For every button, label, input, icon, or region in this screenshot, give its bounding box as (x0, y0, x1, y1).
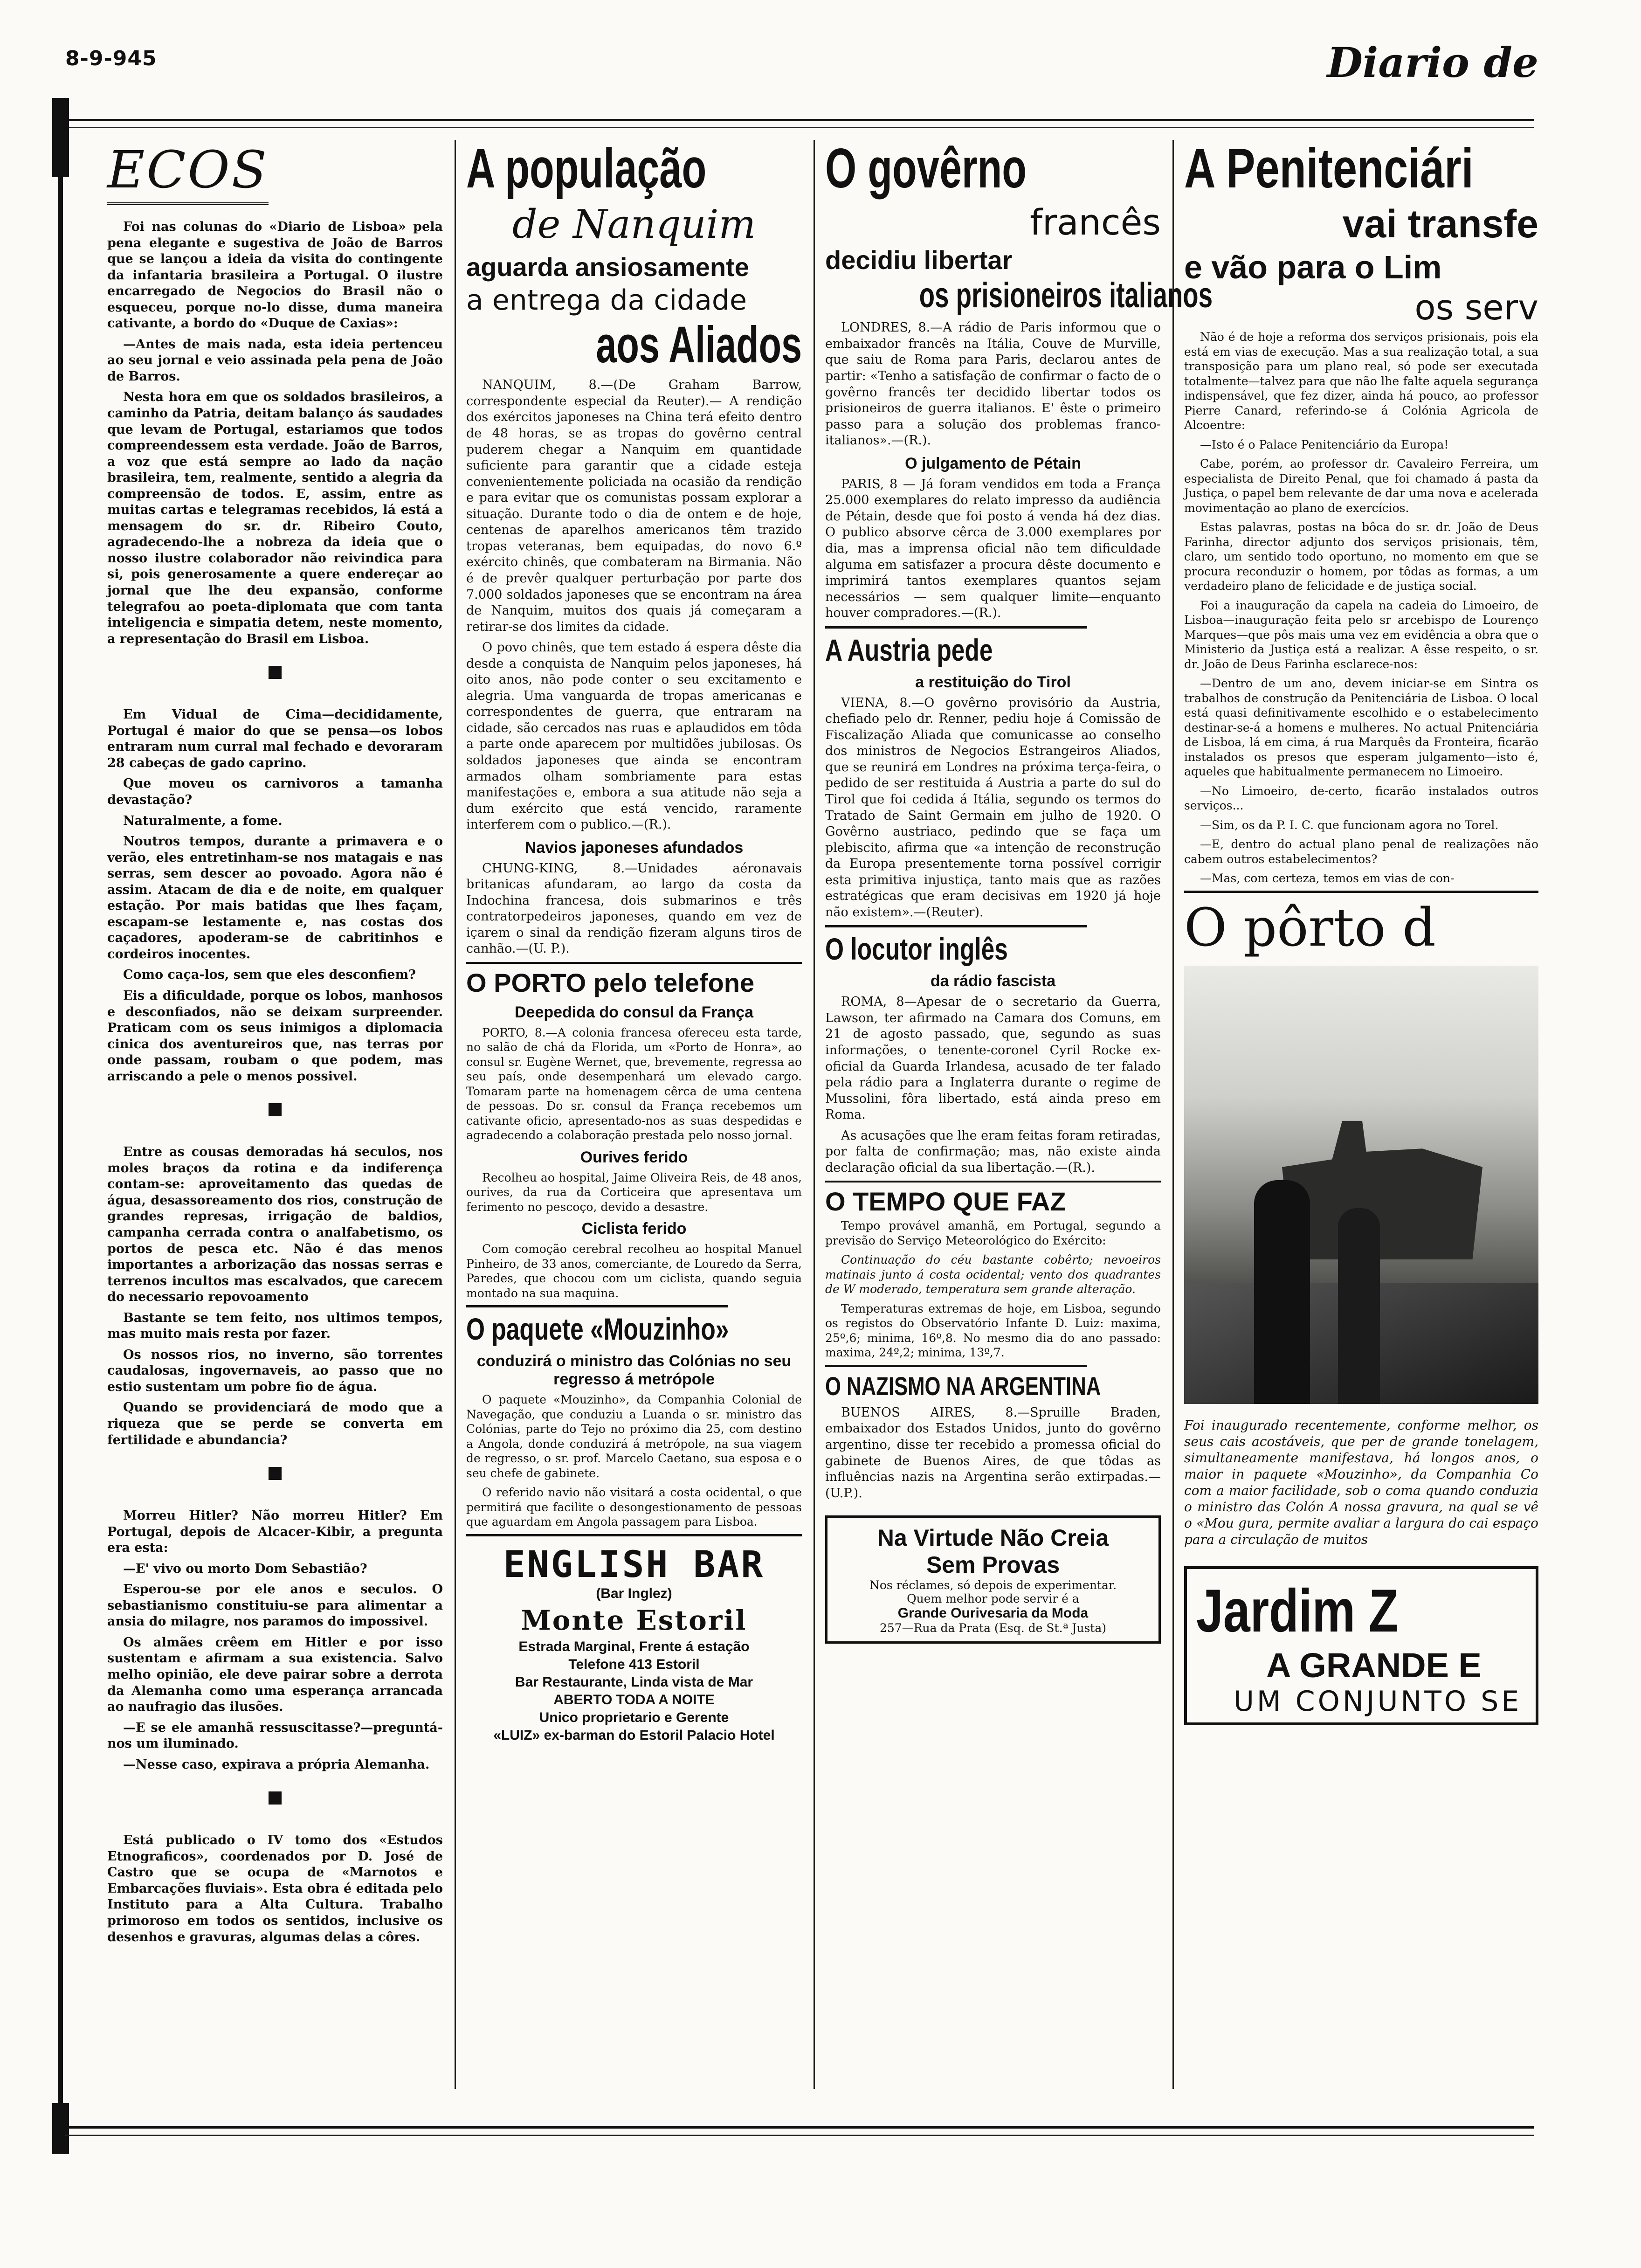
paragraph: —Dentro de um ano, devem iniciar-se em Sintra os trabalhos de construção da Penitenciária de Lisboa. O local está quasi definitivamente escolhido e o estabelecimento destinar-se-á a homens e mulheres. No actual Pnitenciária de Lisboa, lá em cima, á rua Marquês da Fronteira, ficarão instalados os presos que esperam julgamento—isto é, aqueles que habitualmente permanecem no Limoeiro. (1184, 677, 1538, 779)
ad-subtitle: (Bar Inglez) (596, 1585, 672, 1601)
subheading: Ourives ferido (580, 1148, 688, 1166)
paragraph: —E' vivo ou morto Dom Sebastião? (123, 1561, 367, 1576)
column-divider (814, 140, 815, 2089)
subheading: Deepedida do consul da França (514, 1003, 753, 1021)
paragraph: BUENOS AIRES, 8.—Spruille Braden, embaixador dos Estados Unidos, junto do govêrno argentino, disse ter recebido a promessa oficial do gabinete de Buenos Aires, de que tôdas as influências nazis na Argentina serão extirpadas.—(U.P.). (825, 1405, 1161, 1500)
paragraph: O referido navio não visitará a costa ocidental, o que permitirá que facilite o desongestionamento de pessoas que aguardam em Angola passagem para Lisboa. (466, 1486, 802, 1529)
column-divider (1172, 140, 1174, 2089)
nanquim-column (466, 137, 802, 2112)
ad-line: «LUIZ» ex-barman do Estoril Palacio Hotel (493, 1727, 775, 1743)
section-heading: O NAZISMO NA ARGENTINA (825, 1365, 1087, 1401)
subheading: conduzirá o ministro das Colónias no seu regresso á metrópole (476, 1352, 792, 1389)
masthead: Diario de (1327, 38, 1538, 87)
headline-deck: os prisioneiros italianos (919, 276, 1213, 316)
paragraph: Quando se providenciará de modo que a riqueza que se perde se converta em fertilidade e abundancia? (107, 1400, 443, 1447)
issue-date: 8-9-945 (65, 47, 157, 70)
paragraph: Foi a inauguração da capela na cadeia do Limoeiro, de Lisboa—inauguração feita pelo sr arcebispo de Lourenço Marques—que pôs mais uma vez em evidência a obra que o Ministerio da Justiça está a realizar. A êsse respeito, o sr. dr. João de Deus Farinha esclarece-nos: (1184, 598, 1538, 671)
paragraph: —E, dentro do actual plano penal de realizações não cabem outros estabelecimentos? (1184, 837, 1538, 866)
english-bar-advert (466, 1534, 802, 1743)
paragraph: PORTO, 8.—A colonia francesa ofereceu esta tarde, no salão de chá da Florida, um «Porto de Honra», ao consul sr. Eugène Wernet, que, brevemente, regressa ao seu país, onde desempenhará um elevado cargo. Tomaram parte na homenagem cêrca de uma centena de pessoas. Do sr. consul da França recebemos um cativante oficio, apresentado-nos as suas despedidas e agradecendo a colaboração prestada pelo nosso jornal. (466, 1025, 802, 1142)
subheading: a restituição do Tirol (915, 673, 1071, 691)
paragraph: Nesta hora em que os soldados brasileiros, a caminho da Patria, deitam balanço ás saudades que levam de Portugal, estariamos que todos compreendessem esta verdade. João de Barros, a voz que está sempre ao lado da nação brasileira, tem, realmente, sentido a alegria da compreensão de todos. E, assim, entre as muitas cartas e telegramas recebidos, lá está a mensagem do sr. dr. Ribeiro Couto, agradecendo-lhe a nobreza da ideia que o nosso ilustre colaborador não reivindica para si, pois generosamente a quere endereçar ao jornal que lhe deu expansão, conforme telegrafou ao poeta-diplomata que com tanta inteligencia e simpatia detem, neste momento, a representação do Brasil em Lisboa. (107, 390, 443, 646)
paragraph: —No Limoeiro, de-certo, ficarão instalados outros serviços... (1184, 784, 1538, 813)
headline-deck: de Nanquim (512, 201, 756, 248)
paragraph: As acusações que lhe eram feitas foram retiradas, por falta de confirmação; mas, não existe ainda declaração oficial da sua libertação.—(R.). (825, 1128, 1161, 1175)
paragraph: Estas palavras, postas na bôca do sr. dr. João de Deus Farinha, director adjunto dos serviços prisionais, têm, claro, um sentido todo oportuno, no momento em que se procura reconduzir o homem, por tôdas as formas, a um verdadeiro plano de felicidade e de justiça social. (1184, 520, 1538, 593)
section-separator (269, 1791, 282, 1805)
subheading: O julgamento de Pétain (905, 454, 1081, 472)
paragraph: —Nesse caso, expirava a própria Alemanha. (123, 1757, 430, 1772)
paragraph: Noutros tempos, durante a primavera e o verão, eles entretinham-se nos matagais e nas serras, sem descer ao povoado. Agora não é assim. Atacam de dia e de noite, em qualquer estação. Por mais batidas que lhes façam, escapam-se lestamente e, nas costas dos caçadores, apoderam-se de cabritinhos e cordeiros inocentes. (107, 834, 443, 961)
ad-place: Monte Estoril (521, 1604, 747, 1636)
headline-deck: vai transfe (1342, 202, 1538, 246)
ecos-column (107, 140, 443, 2112)
paragraph: —Sim, os da P. I. C. que funcionam agora no Torel. (1200, 818, 1499, 832)
person-silhouette (1338, 1208, 1380, 1404)
paragraph: Não é de hoje a reforma dos serviços prisionais, pois ela está em vias de execução. Mas a sua realização total, a sua transposição para um plano real, só pode ser executada totalmente—talvez para que não lhe falte aquela segurança indispensável, que fez dizer, ainda há pouco, ao professor Pierre Canard, referindo-se á Colónia Agricola de Alcoentre: (1184, 330, 1538, 432)
section-heading: O paquete «Mouzinho» (466, 1305, 728, 1347)
subheading: da rádio fascista (930, 972, 1056, 990)
penitenciaria-column (1184, 137, 1538, 2112)
ad-title: Sem Provas (926, 1552, 1060, 1578)
ad-line: Unico proprietario e Gerente (539, 1709, 729, 1725)
ship-shape (1282, 1106, 1482, 1259)
paragraph: Continuação do céu bastante cobêrto; nevoeiros matinais junto á costa ocidental; vento dos quadrantes de W moderado, temperatura sem grande alteração. (825, 1253, 1161, 1296)
header-rule (65, 119, 1534, 121)
footer-rule (65, 2126, 1534, 2129)
paragraph: —Antes de mais nada, esta ideia pertenceu ao seu jornal e veio assinada pela pena de João de Barros. (107, 337, 443, 384)
paragraph: Temperaturas extremas de hoje, em Lisboa, segundo os registos do Observatório Infante D. Luiz: maxima, 25º,6; minima, 16º,8. No mesmo dia do ano passado: maxima, 24º,2; minima, 13º,7. (825, 1301, 1161, 1360)
person-silhouette (1254, 1180, 1310, 1404)
headline: O govêrno (825, 137, 1027, 200)
paragraph: —E se ele amanhã ressuscitasse?—preguntá-nos um iluminado. (107, 1720, 443, 1751)
section-heading: O locutor inglês (825, 925, 1087, 967)
paragraph: —Mas, com certeza, temos em vias de con- (1200, 871, 1455, 885)
ecos-title: ECOS (107, 140, 269, 205)
paragraph: —Isto é o Palace Penitenciário da Europa! (1200, 437, 1449, 451)
harbour-photo (1184, 966, 1538, 1404)
headline: A Penitenciári (1184, 137, 1474, 200)
left-margin-bar-top (52, 98, 69, 177)
ad-line: Estrada Marginal, Frente á estação (518, 1639, 750, 1654)
ad-line: Nos réclames, só depois de experimentar. (869, 1578, 1117, 1592)
paragraph: Foi nas colunas do «Diario de Lisboa» pela pena elegante e sugestiva de João de Barros que se lançou a ideia da visita do contingente da infantaria brasileira a Portugal. O ilustre encarregado de Negocios do Brasil não o esqueceu, porque no-lo disse, duma maneira cativante, a bordo do «Duque de Caxias»: (107, 220, 443, 331)
section-separator (269, 1467, 282, 1480)
paragraph: Eis a dificuldade, porque os lobos, manhosos e desconfiados, não se deixam surpreender. Praticam com os seus inimigos a diplomacia cinica dos aventureiros que, nas terras por onde passam, roubam o que podem, mas arriscando a pele o menos possivel. (107, 988, 443, 1084)
subheading: Navios japoneses afundados (524, 838, 744, 857)
paragraph: PARIS, 8 — Já foram vendidos em toda a França 25.000 exemplares do relato impresso da audiência de Pétain, desde que foi posto á venda há dez dias. O publico absorve cêrca de 3.000 exemplares por dia, mas a imprensa oficial não tem dificuldade alguma em satisfazer a procura dêste documento e imprimirá tantos exemplares quantos sejam necessários — sem qualquer limite—enquanto houver compradores.—(R.). (825, 477, 1161, 621)
paragraph: Entre as cousas demoradas há seculos, nos moles braços da rotina e da indiferença contam-se: aproveitamento das quedas de água, desassoreamento dos rios, construção de grandes represas, irrigação de baldios, campanha cerrada contra o analfabetismo, os portos de pesca etc. Não é das menos importantes a arborização das nossas serras e terrenos incultos mas escalvados, que carecem do necessario repovoamento (107, 1145, 443, 1305)
paragraph: Cabe, porém, ao professor dr. Cavaleiro Ferreira, um especialista de Direito Penal, que foi chamado á pasta da Justiça, o papel bem relevante de dar uma nova e acelerada movimentação ao plano de exercícios. (1184, 457, 1538, 515)
ad-line: Bar Restaurante, Linda vista de Mar (515, 1674, 753, 1690)
headline-deck: decidiu libertar (825, 245, 1013, 275)
paragraph: Com comoção cerebral recolheu ao hospital Manuel Pinheiro, de 33 anos, comerciante, de Louredo da Serra, Paredes, que chocou com um ciclista, quando seguia montado na sua maquina. (466, 1242, 802, 1300)
paragraph: CHUNG-KING, 8.—Unidades aéronavais britanicas afundaram, ao largo da costa da Indochina francesa, dois submarinos e três contratorpedeiros japoneses, quando em vez de içarem o sinal da rendição fizeram alguns tiros de canhão.—(U. P.). (466, 861, 802, 956)
ad-line: A GRANDE E (1266, 1646, 1482, 1685)
ad-line: ABERTO TODA A NOITE (553, 1692, 715, 1708)
photo-caption: Foi inaugurado recentemente, conforme melhor, os seus cais acostáveis, que per de grande tonelagem, simultaneamente manifestava, há longos anos, o maior in paquete «Mouzinho», da Companhia Co com a maior facilidade, sob o coma quando conduzia o ministro das Colón A nossa gravura, na qual se vê o «Mou gura, permite avaliar a largura do cai espaço para a circulação de muitos (1184, 1417, 1538, 1547)
paragraph: VIENA, 8.—O govêrno provisório da Austria, chefiado pelo dr. Renner, pediu hoje á Comissão de Fiscalização Aliada que comunicasse ao conselho dos ministros de Negocios Estrangeiros Aliados, que se reunirá em Londres na próxima terça-feira, o pedido de ser restituida á Austria a parte do sul do Tirol que foi cedida á Itália, segundo os termos do Tratado de Saint Germain em julho de 1920. O Govêrno austriaco, pedindo que se faça um plebiscito, afirma que «a intenção de reconstrução da Europa presentemente torna possível corrigir esta primitiva injustiça, tanto mais que as razões estratégicas que eram decisivas em 1920 já hoje não existem».—(Reuter). (825, 695, 1161, 920)
headline: A população (466, 137, 707, 200)
paragraph: Esperou-se por ele anos e seculos. O sebastianismo constituiu-se para alimentar a ansia do milagre, nos paramos do impossivel. (107, 1582, 443, 1629)
paragraph: ROMA, 8—Apesar de o secretario da Guerra, Lawson, ter afirmado na Camara dos Comuns, em 21 de agosto passado, que, segundo as suas informações, o tenente-coronel Cyril Rocke ex-oficial da Guarda Irlandesa, acusado de ter falado pela rádio para a Inglaterra durante o regime de Mussolini, fôra libertado, está ainda preso em Roma. (825, 995, 1161, 1122)
paragraph: Em Vidual de Cima—decididamente, Portugal é maior do que se pensa—os lobos entraram num curral mal fechado e devoraram 28 cabeças de gado caprino. (107, 707, 443, 770)
subheading: Ciclista ferido (581, 1220, 687, 1238)
section-heading: O TEMPO QUE FAZ (825, 1181, 1161, 1217)
section-heading: A Austria pede (825, 626, 1087, 668)
headline-deck: aos Aliados (596, 316, 802, 374)
headline-deck: e vão para o Lim (1184, 249, 1442, 286)
ad-title: Jardim Z (1196, 1576, 1399, 1645)
paragraph: NANQUIM, 8.—(De Graham Barrow, correspondente especial da Reuter).— A rendição dos exércitos japoneses na China terá efeito dentro de 48 horas, se as tropas do govêrno central puderem chegar a Nanquim em quantidade suficiente para garantir que a cidade esteja convenientemente policiada na ocasião da rendição e para evitar que os comunistas possam explorar a situação. Durante todo o dia de ontem e de hoje, centenas de aparelhos americanos têm trazido tropas veteranas, bem equipadas, do novo 6.º exército chinês, que combateram na Birmania. Não é de prevêr qualquer perturbação por parte dos 7.000 soldados japoneses que se encontram na área de Nanquim, muitos dos quais já começaram a retirar-se dos limites da cidade. (466, 378, 802, 634)
headline-deck: francês (1030, 201, 1161, 243)
paragraph: Os nossos rios, no inverno, são torrentes caudalosas, ingovernaveis, ao passo que no estio sustentam um pobre fio de água. (107, 1347, 443, 1394)
section-separator (269, 1103, 282, 1116)
ad-line: Telefone 413 Estoril (568, 1656, 700, 1672)
paragraph: O paquete «Mouzinho», da Companhia Colonial de Navegação, que conduziu a Luanda o sr. ministro das Colónias, parte do Tejo no próximo dia 25, com destino a Angola, donde conduzirá á metrópole, na sua viagem de regresso, o sr. prof. Marcelo Caetano, sua esposa e o seu chefe de gabinete. (466, 1393, 802, 1480)
ad-line: Quem melhor pode servir é a (907, 1592, 1079, 1606)
paragraph: Os almães crêem em Hitler e por isso sustentam e afirmam a sua existencia. Salvo melho opinião, ele deve pairar sobre a derrota da Alemanha como uma esperança arrancada ao naufragio das ilusões. (107, 1635, 443, 1715)
paragraph: O povo chinês, que tem estado á espera dêste dia desde a conquista de Nanquim pelos japoneses, há oito anos, não pode conter o seu excitamento e alegria. Uma vanguarda de tropas americanas e correspondentes de guerra, que entraram na cidade, são cercados nas ruas e aplaudidos em tôda a parte onde aparecem por multidões jubilosas. Os soldados japoneses que ainda se encontram armados olham sombriamente para estas manifestações e, embora a sua atitude não seja a dum exército que está vencido, raramente interferem com o publico.—(R.). (466, 640, 802, 832)
section-heading: O PORTO pelo telefone (466, 962, 802, 998)
paragraph: Que moveu os carnivoros a tamanha devastação? (107, 776, 443, 807)
left-margin-bar-bottom (52, 2103, 69, 2154)
ourivesaria-advert (825, 1515, 1161, 1644)
headline-deck: os serv (1414, 288, 1538, 328)
footer-rule-thin (65, 2135, 1534, 2136)
governo-frances-column (825, 137, 1213, 2112)
ad-line: 257—Rua da Prata (Esq. de St.ª Justa) (880, 1621, 1106, 1635)
paragraph: Naturalmente, a fome. (123, 813, 283, 828)
header-rule-thin (65, 127, 1534, 128)
headline-deck: a entrega da cidade (466, 284, 747, 317)
jardim-advert (1184, 1566, 1538, 1725)
paragraph: Bastante se tem feito, nos ultimos tempos, mas muito mais resta por fazer. (107, 1310, 443, 1341)
paragraph: Tempo provável amanhã, em Portugal, segundo a previsão do Serviço Meteorológico do Exército: (825, 1219, 1161, 1247)
paragraph: Como caça-los, sem que eles desconfiem? (123, 968, 416, 982)
ad-line: Grande Ourivesaria da Moda (897, 1605, 1089, 1621)
paragraph: Está publicado o IV tomo dos «Estudos Etnograficos», coordenados por D. José de Castro que se ocupa de «Marnotos e Embarcações fluviais». Esta obra é editada pelo Instituto para a Alta Cultura. Trabalho primoroso em todos os sentidos, inclusive os desenhos e gravuras, algumas delas a côres. (107, 1833, 443, 1944)
ad-title: Na Virtude Não Creia (877, 1525, 1109, 1551)
section-heading: O pôrto d (1184, 891, 1538, 958)
left-margin-bar-line (58, 177, 63, 2103)
column-divider (455, 140, 456, 2089)
paragraph: Recolheu ao hospital, Jaime Oliveira Reis, de 48 anos, ourives, da rua da Corticeira que apresentava um ferimento no pescoço, devido a desastre. (466, 1170, 802, 1214)
paragraph: Morreu Hitler? Não morreu Hitler? Em Portugal, depois de Alcacer-Kibir, a pregunta era esta: (107, 1508, 443, 1556)
headline-deck: aguarda ansiosamente (466, 252, 749, 282)
ad-title: ENGLISH BAR (503, 1543, 765, 1586)
section-separator (269, 666, 282, 679)
paragraph: LONDRES, 8.—A rádio de Paris informou que o embaixador francês na Itália, Couve de Murville, que saiu de Roma para Paris, declarou antes de partir: «Tenho a satisfação de confirmar o facto de o govêrno francês ter decidido libertar todos os prisioneiros de guerra italianos. E' êste o primeiro passo para a solução dos problemas franco-italianos».—(R.). (825, 320, 1161, 448)
ad-line: UM CONJUNTO SE (1234, 1685, 1522, 1718)
